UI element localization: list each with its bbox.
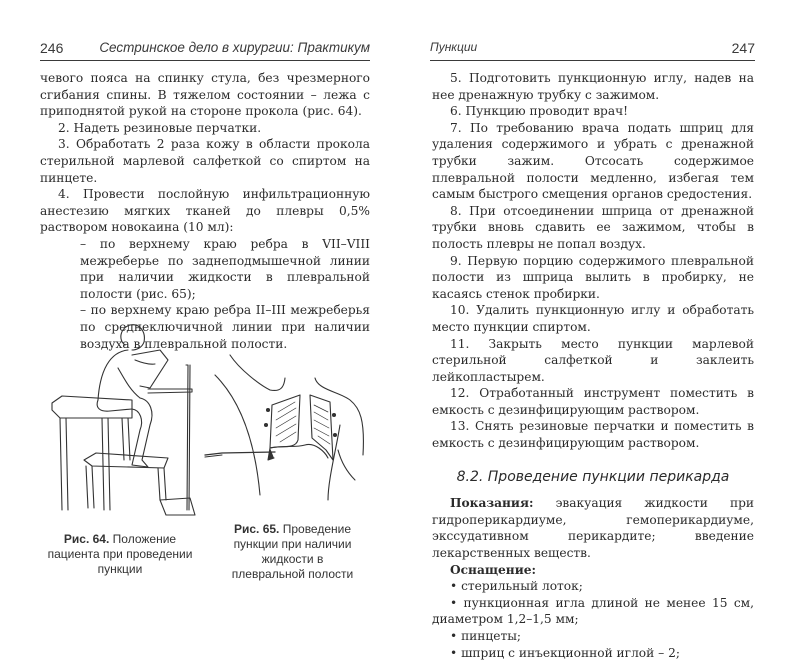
paragraph: 9. Первую порцию содержимого плевральной полости из шприца вылить в пробирку, не касаясь стенок пробирки. [432, 253, 754, 301]
equipment-item: • шприц с инъекционной иглой – 2; [450, 645, 680, 660]
right-page [400, 0, 800, 660]
sub-item: – по верхнему краю ребра в VII–VIII межреберье по заднеподмышечной линии при наличии жидкости в плевральной полости (рис. 65); [80, 236, 370, 301]
figure-caption-65 [225, 522, 360, 582]
figure-caption-text: Положение пациента при проведении пункции [47, 532, 193, 576]
indications-paragraph [432, 495, 754, 561]
figure-caption-64 [45, 532, 195, 577]
equipment-item: • пинцеты; [450, 629, 522, 643]
paragraph: чевого пояса на спинку стула, без чрезмерного сгибания спины. В тяжелом состоянии – лежа с приподнятой рукой на стороне прокола (рис. 64). [40, 71, 370, 119]
paragraph: 3. Обработать 2 раза кожу в области прокола стерильной марлевой салфеткой со спиртом на пинцете. [40, 137, 370, 185]
book-title: Сестринское дело в хирургии: Практикум [99, 40, 370, 55]
paragraph: 6. Пункцию проводит врач! [450, 104, 629, 119]
pleural-puncture-illustration [200, 340, 375, 515]
paragraph: 13. Снять резиновые перчатки и поместить в емкость с дезинфицирующим раствором. [432, 419, 754, 451]
sub-item: – по верхнему краю ребра II–III межреберья по среднеключичной линии при наличии воздуха в плевральной полости. [80, 303, 370, 351]
patient-seated-illustration [40, 310, 210, 530]
section-heading: 8.2. Проведение пункции перикарда [456, 468, 730, 485]
indications-label: Показания: [450, 496, 534, 511]
running-head-right [430, 40, 755, 61]
left-page [0, 0, 400, 641]
figures [0, 300, 400, 600]
paragraph: 5. Подготовить пункционную иглу, надев на нее дренажную трубку с зажимом. [432, 71, 754, 102]
equipment-item: • пункционная игла длиной не менее 15 см, диаметром 1,2–1,5 мм; [432, 595, 754, 627]
running-head-left [40, 40, 370, 61]
paragraph: 10. Удалить пункционную иглу и обработать место пункции спиртом. [432, 303, 754, 334]
paragraph: 4. Провести послойную инфильтрационную анестезию мягких тканей до плевры 0,5% раствором новокаина (10 мл): [40, 187, 370, 235]
paragraph: 11. Закрыть место пункции марлевой стерильной салфеткой и заклеить лейкопластырем. [432, 336, 754, 384]
chapter-title: Пункции [430, 40, 478, 54]
page-number: 247 [731, 40, 755, 56]
figure-label: Рис. 65. [233, 522, 280, 536]
indications-text: эвакуация жидкости при гидроперикардиуме, гемоперикардиуме, экссудативном перикардите; введение лекарственных веществ. [432, 496, 754, 561]
paragraph: 12. Отработанный инструмент поместить в емкость с дезинфицирующим раствором. [432, 386, 754, 417]
paragraph: 8. При отсоединении шприца от дренажной трубки вновь сдавить ее зажимом, чтобы в полость плевры не попал воздух. [432, 203, 754, 251]
figure-caption-text: Проведение пункции при наличии жидкости в плевральной полости [231, 522, 354, 581]
figure-label: Рис. 64. [63, 532, 110, 546]
page-number: 246 [40, 40, 64, 56]
equipment-label: Оснащение: [450, 562, 537, 577]
equipment-item: • стерильный лоток; [450, 579, 583, 594]
paragraph: 2. Надеть резиновые перчатки. [58, 120, 262, 135]
body-text-right [432, 70, 754, 661]
paragraph: 7. По требованию врача подать шприц для удаления содержимого и убрать с дренажной трубки зажим. Отсосать содержимое плевральной полости медленно, избегая тем самым быстрого смещения органов средостения. [432, 120, 754, 202]
